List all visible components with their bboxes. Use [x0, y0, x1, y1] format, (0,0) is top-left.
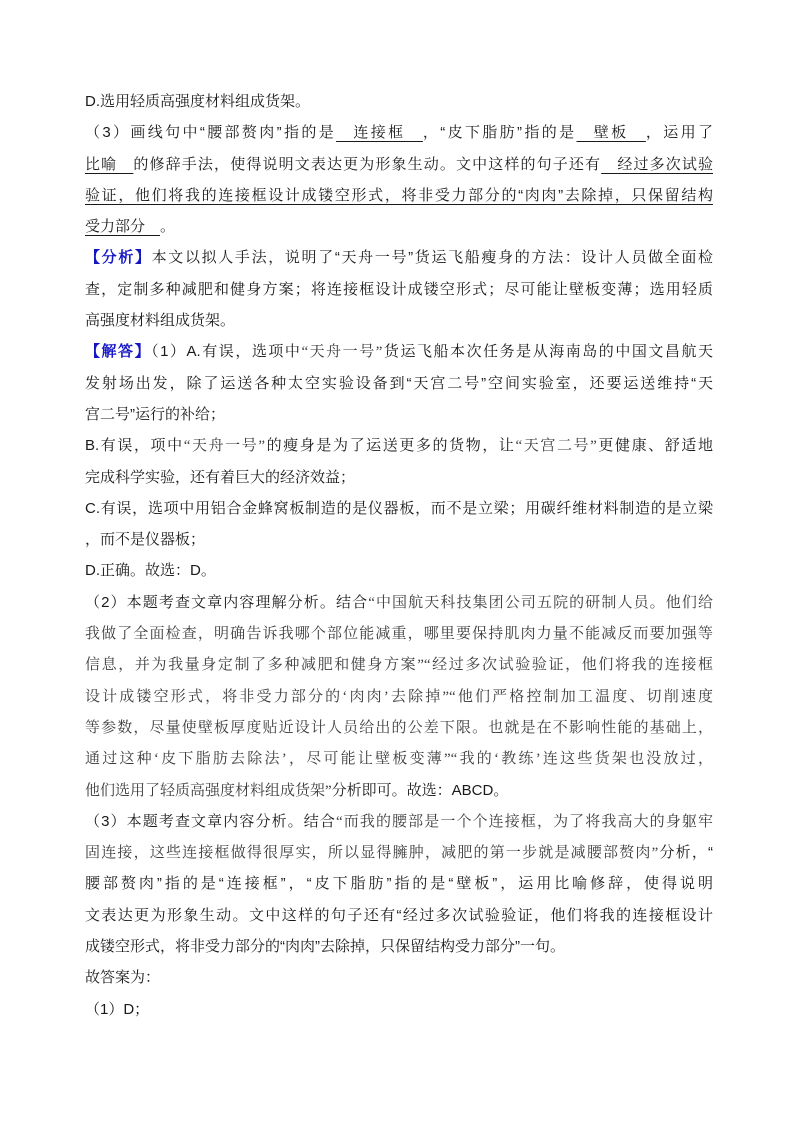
body-text: 查，定制多种减肥和健身方案；将连接框设计成镂空形式；尽可能让壁板变薄；选用轻质: [85, 280, 713, 298]
body-text: C.有误，选项中用铝合金蜂窝板制造的是仪器板，而不是立梁；用碳纤维材料制造的是立梁: [85, 499, 713, 517]
text-line: [85, 242, 713, 273]
text-line: [85, 430, 713, 461]
quoted-text: “天舟一号”: [301, 344, 383, 361]
body-text: 发射场出发，除了运送各种太空实验设备到“天宫二号”空间实验室，还要运送维持“天: [85, 374, 713, 392]
body-text: 更健康、舒适地: [596, 437, 713, 455]
text-line: [85, 555, 713, 586]
body-text: ，“皮下脂肪”指的是: [422, 124, 577, 142]
answer-document: [85, 86, 713, 1025]
text-line: [85, 649, 713, 680]
body-text: 分析，“: [658, 844, 713, 862]
quoted-text: 固连接，这些连接框做得很厚实，所以显得臃肿，减肥的第一步就是减腰部赘肉”: [85, 845, 659, 862]
body-text: D.选用轻质高强度材料组成货架。: [85, 93, 311, 110]
body-text: 腰部赘肉”指的是“连接框”，“皮下脂肪”指的是“壁板”，运用比喻修辞，使得说明: [85, 875, 713, 893]
text-line: [85, 524, 713, 555]
quoted-text: “而我的腰部是一个个连接框，为了将我高大的身躯牢: [335, 813, 713, 830]
text-line: [85, 962, 713, 993]
text-line: [85, 868, 713, 899]
body-text: ，而不是仪器板；: [85, 531, 206, 549]
text-line: [85, 462, 713, 493]
body-text: 货运飞船本次任务是从海南岛的中国文昌航天: [382, 343, 713, 361]
body-text: （1）A.有误，选项中: [151, 343, 302, 361]
body-text: （1）D；: [85, 1000, 150, 1018]
answer-blank: 壁板: [576, 124, 646, 142]
text-line: [85, 117, 713, 148]
text-line: [85, 211, 713, 242]
text-line: [85, 900, 713, 931]
text-line: [85, 681, 713, 712]
text-line: [85, 587, 713, 618]
body-text: B.有误，项中: [85, 437, 184, 455]
text-line: [85, 712, 713, 743]
quoted-text: “天舟一号”: [183, 438, 266, 455]
text-line: [85, 837, 713, 868]
body-text: （3）画线句中“腰部赘肉”指的是: [85, 124, 337, 142]
body-text: D.正确。故选：D。: [85, 562, 216, 580]
text-line: [85, 399, 713, 430]
body-text: 本文以拟人手法，说明了“天舟一号”货运飞船瘦身的方法：设计人员做全面检: [151, 249, 713, 267]
quoted-text: 设计成镂空形式，将非受力部分的‘肉肉’去除掉”“他们严格控制加工温度、切削速度: [85, 688, 713, 705]
text-line: [85, 86, 713, 117]
body-text: （2）本题考查文章内容理解分析。结合: [85, 593, 369, 611]
body-text: ，运用了: [645, 124, 713, 142]
answer-blank: 受力部分: [85, 218, 161, 236]
answer-blank: 比喻: [85, 155, 134, 173]
text-line: [85, 149, 713, 180]
text-line: [85, 493, 713, 524]
body-text: 。: [160, 218, 176, 236]
text-line: [85, 180, 713, 211]
answer-blank: 连接框: [336, 124, 423, 142]
body-text: 宫二号”运行的补给；: [85, 405, 225, 423]
text-line: [85, 274, 713, 305]
body-text: 完成科学实验，还有着巨大的经济效益；: [85, 468, 356, 486]
quoted-text: 我做了全面检查，明确告诉我哪个部位能减重，哪里要保持肌肉力量不能减反而要加强等: [85, 626, 713, 643]
body-text: 分析即可。故选：ABCD。: [331, 781, 509, 799]
answer-blank: 经过多次试验: [601, 155, 713, 173]
body-text: 故答案为：: [85, 969, 161, 987]
text-line: [85, 336, 713, 367]
text-line: [85, 618, 713, 649]
section-label: 【分析】: [85, 249, 152, 267]
text-line: [85, 806, 713, 837]
body-text: （3）本题考查文章内容分析。结合: [85, 812, 336, 830]
body-text: 高强度材料组成货架。: [85, 312, 236, 330]
quoted-text: 他们选用了轻质高强度材料组成货架”: [85, 782, 332, 799]
answer-blank: 验证，他们将我的连接框设计成镂空形式，将非受力部分的“肉肉”去除掉，只保留结构: [85, 186, 713, 204]
text-line: [85, 994, 713, 1025]
section-label: 【解答】: [85, 343, 152, 361]
body-text: 的修辞手法，使得说明文表达更为形象生动。文中这样的句子还有: [133, 155, 602, 173]
quoted-text: “天宫二号”: [515, 438, 597, 455]
quoted-text: 通过这种‘皮下脂肪去除法’，尽可能让壁板变薄”“我的‘教练’连这些货架也没放过，: [85, 751, 713, 768]
text-line: [85, 775, 713, 806]
text-line: [85, 368, 713, 399]
quoted-text: 等参数，尽量使壁板厚度贴近设计人员给出的公差下限。也就是在不影响性能的基础上，: [85, 719, 713, 736]
quoted-text: 信息，并为我量身定制了多种减肥和健身方案”“经过多次试验验证，他们将我的连接框: [85, 657, 713, 674]
text-line: [85, 743, 713, 774]
body-text: 文表达更为形象生动。文中这样的句子还有“经过多次试验验证，他们将我的连接框设计: [85, 906, 713, 924]
body-text: 成镂空形式，将非受力部分的“肉肉”去除掉，只保留结构受力部分”一句。: [85, 938, 565, 956]
text-line: [85, 305, 713, 336]
text-line: [85, 931, 713, 962]
quoted-text: “中国航天科技集团公司五院的研制人员。他们给: [368, 594, 713, 611]
body-text: 的瘦身是为了运送更多的货物，让: [265, 437, 516, 455]
